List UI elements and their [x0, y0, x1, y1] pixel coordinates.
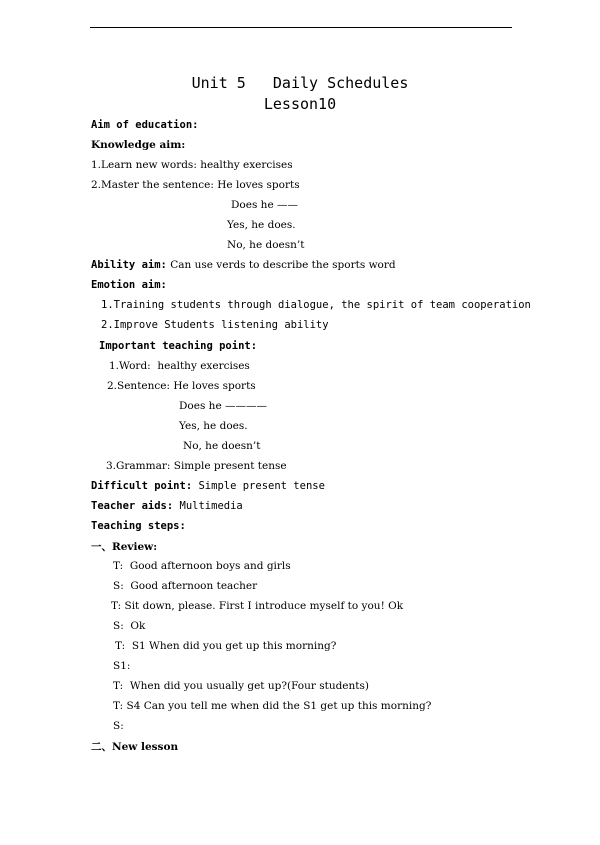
new-lesson-heading: 二、New lesson [91, 741, 179, 753]
dialogue-line-9: S: [113, 720, 124, 732]
dialogue-line-2: S: Good afternoon teacher [113, 580, 258, 592]
emotion-item-2: 2.Improve Students listening ability [101, 319, 329, 331]
lesson-subtitle: Lesson10 [263, 95, 337, 113]
teacher-aids [91, 499, 243, 513]
ability-aim [91, 258, 396, 272]
emotion-item-1: 1.Training students through dialogue, the spirit of team cooperation [101, 299, 531, 311]
teacher-aids-text: Multimedia [173, 500, 243, 512]
dialogue-line-5: T: S1 When did you get up this morning? [115, 640, 337, 652]
ability-aim-text: Can use verds to describe the sports word [166, 259, 396, 271]
dialogue-line-3: T: Sit down, please. First I introduce myself to you! Ok [111, 600, 404, 612]
important-sentence-yes: Yes, he does. [179, 420, 248, 432]
aim-heading: Aim of education: [91, 119, 199, 131]
knowledge-sentence-no: No, he doesn’t [227, 239, 305, 251]
dialogue-line-6: S1: [113, 660, 131, 672]
dialogue-line-4: S: Ok [113, 620, 146, 632]
difficult-point-text: Simple present tense [192, 480, 325, 492]
emotion-aim-label: Emotion aim: [91, 279, 167, 291]
knowledge-aim-label: Knowledge aim: [91, 139, 186, 151]
important-point-label: Important teaching point: [99, 340, 258, 352]
ability-aim-label: Ability aim: [91, 259, 167, 271]
important-sentence-question: Does he ———— [179, 400, 267, 412]
important-sentence-no: No, he doesn’t [183, 440, 261, 452]
important-point-1: 1.Word: healthy exercises [109, 360, 250, 372]
teacher-aids-label: Teacher aids: [91, 500, 174, 512]
header-rule [90, 27, 512, 28]
knowledge-item-2: 2.Master the sentence: He loves sports [91, 179, 300, 191]
knowledge-item-1: 1.Learn new words: healthy exercises [91, 159, 293, 171]
knowledge-sentence-yes: Yes, he does. [227, 219, 296, 231]
page-title: Unit 5 Daily Schedules [191, 74, 409, 92]
review-heading: 一、Review: [91, 541, 158, 553]
dialogue-line-8: T: S4 Can you tell me when did the S1 get up this morning? [113, 700, 432, 712]
teaching-steps-label: Teaching steps: [91, 520, 186, 532]
important-point-2: 2.Sentence: He loves sports [107, 380, 256, 392]
dialogue-line-7: T: When did you usually get up?(Four students) [113, 680, 369, 692]
difficult-point-label: Difficult point: [91, 480, 193, 492]
knowledge-sentence-question: Does he —— [231, 199, 298, 211]
difficult-point [91, 479, 325, 493]
dialogue-line-1: T: Good afternoon boys and girls [113, 560, 291, 572]
important-point-3: 3.Grammar: Simple present tense [106, 460, 287, 472]
